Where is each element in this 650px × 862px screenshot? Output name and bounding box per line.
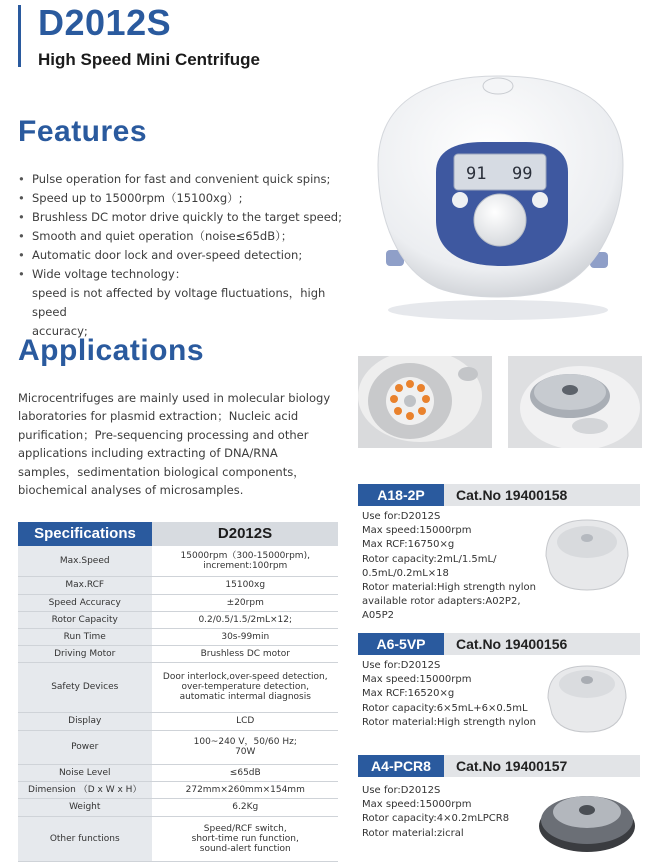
rotor-spec-line: available rotor adapters:A02P2, A05P2: [362, 596, 521, 622]
spec-value: [152, 662, 338, 712]
rotor-cat-number: Cat.No 19400156: [456, 636, 568, 652]
spec-label: Dimension （D x W x H）: [18, 781, 152, 798]
table-row: [18, 712, 338, 730]
applications-title: Applications: [18, 334, 205, 367]
table-header-row: [18, 522, 338, 546]
rotor-photo-metal: [508, 356, 642, 448]
rotor-spec-line: Max RCF:16520×g: [362, 688, 455, 700]
spec-header-model: D2012S: [152, 522, 338, 546]
spec-value-line: short-time run function,: [191, 833, 299, 844]
spec-value: 30s-99min: [152, 628, 338, 645]
lid-button: [483, 78, 513, 94]
table-row: [18, 764, 338, 781]
pulse-button[interactable]: [452, 192, 468, 208]
rotor-spec-line: 0.5mL/0.2mL×18: [362, 567, 449, 579]
rotor-spec-line: Rotor capacity:2mL/1.5mL/: [362, 553, 497, 565]
table-row: [18, 816, 338, 861]
shadow: [388, 300, 608, 320]
table-row: [18, 730, 338, 764]
spec-value-line: 15000rpm（300-15000rpm),: [180, 550, 310, 561]
rotor-description: [362, 659, 547, 730]
spec-value-line: sound-alert function: [199, 843, 291, 854]
rotor-description: [362, 510, 547, 624]
display-left-value: 91: [466, 164, 487, 184]
list-item: • Speed up to 15000rpm（15100xg）;: [18, 189, 348, 208]
table-row: [18, 576, 338, 594]
list-item: • Automatic door lock and over-speed detection;: [18, 246, 348, 265]
product-subtitle: High Speed Mini Centrifuge: [38, 50, 260, 69]
rotor-model-tag: A18-2P: [358, 484, 444, 506]
spec-value: [152, 730, 338, 764]
spec-value: [152, 816, 338, 861]
spec-label: Speed Accuracy: [18, 594, 152, 611]
rotor-spec-line: Max speed:15000rpm: [362, 799, 472, 811]
rotor-photo-metal-graphic: [508, 356, 642, 448]
table-row: [18, 645, 338, 662]
spec-value-line: 70W: [235, 747, 256, 757]
rotor-spec-line: Use for:D2012S: [362, 511, 441, 522]
spec-value: 15100xg: [152, 576, 338, 594]
spec-value: 6.2Kg: [152, 798, 338, 816]
table-row: [18, 628, 338, 645]
title-accent-bar: [18, 5, 21, 67]
rotor-spec-line: Rotor material:High strength nylon: [362, 716, 537, 728]
spec-label: Display: [18, 712, 152, 730]
list-item: • Brushless DC motor drive quickly to the target speed;: [18, 208, 348, 227]
list-item: • Smooth and quiet operation（noise≤65dB）；: [18, 227, 348, 246]
rotor-spec-line: Use for:D2012S: [362, 785, 441, 796]
display-right-value: 99: [512, 164, 533, 184]
spec-value-line: Door interlock,over-speed detection,: [162, 672, 328, 682]
spec-label: Safety Devices: [18, 662, 152, 712]
applications-text: Microcentrifuges are mainly used in molecular biology laboratories for plasmid extraction；Nucleic acid purification；Pre-sequencing processing and other applications including extracting of DNA/RNA samples，sedimentation biological components，biochemical analyses of microsamples.: [18, 391, 331, 498]
spec-label: Noise Level: [18, 764, 152, 781]
rotor-pcr8-image: [535, 782, 639, 856]
spec-label: Driving Motor: [18, 645, 152, 662]
spec-value: ±20rpm: [152, 594, 338, 611]
spec-value-line: 100~240 V，50/60 Hz;: [193, 737, 297, 747]
spec-value: 272mm×260mm×154mm: [152, 781, 338, 798]
table-row: [18, 594, 338, 611]
spec-value: ≤65dB: [152, 764, 338, 781]
spec-label: Power: [18, 730, 152, 764]
start-stop-button[interactable]: [532, 192, 548, 208]
rotor-photo-open: [358, 356, 492, 448]
table-row: [18, 611, 338, 628]
table-row: [18, 781, 338, 798]
rotor-model-tag: A6-5VP: [358, 633, 444, 655]
spec-value-line: increment:100rpm: [203, 560, 288, 571]
spec-value: 0.2/0.5/1.5/2mL×12;: [152, 611, 338, 628]
spec-value-line: automatic intermal diagnosis: [179, 692, 311, 702]
features-title: Features: [18, 115, 148, 148]
rotor-spec-line: Rotor material:zicral: [362, 827, 464, 839]
spec-label: Max.RCF: [18, 576, 152, 594]
rotor-a18-image: [538, 512, 636, 594]
table-row: [18, 662, 338, 712]
rotor-photo-open-graphic: [358, 356, 492, 448]
spec-value-line: over-temperature detection,: [181, 682, 310, 692]
spec-label: Run Time: [18, 628, 152, 645]
rotor-cat-number: Cat.No 19400158: [456, 487, 568, 503]
table-row: [18, 546, 338, 576]
list-item: • Pulse operation for fast and convenient quick spins;: [18, 170, 348, 189]
spec-label: Other functions: [18, 816, 152, 861]
features-list: [18, 170, 348, 341]
spec-value: LCD: [152, 712, 338, 730]
rotor-spec-line: Max RCF:16750×g: [362, 539, 455, 551]
rotor-description: [362, 784, 547, 841]
control-knob[interactable]: [474, 194, 526, 246]
table-row: [18, 798, 338, 816]
rotor-model-tag: A4-PCR8: [358, 755, 444, 777]
rotor-spec-line: Use for:D2012S: [362, 660, 441, 671]
rotor-card-header: [358, 484, 640, 506]
spec-label: Max.Speed: [18, 546, 152, 576]
spec-value: Brushless DC motor: [152, 645, 338, 662]
rotor-spec-line: Rotor capacity:4×0.2mLPCR8: [362, 813, 510, 825]
rotor-spec-line: Rotor capacity:6×5mL+6×0.5mL: [362, 702, 528, 714]
centrifuge-product-image: [358, 70, 638, 330]
spec-label: Weight: [18, 798, 152, 816]
specifications-table: [18, 522, 338, 862]
model-title: D2012S: [38, 2, 172, 43]
rotor-spec-line: Max speed:15000rpm: [362, 525, 472, 537]
spec-value: [152, 546, 338, 576]
spec-value-line: Speed/RCF switch,: [203, 823, 287, 834]
rotor-a6-image: [538, 658, 636, 738]
rotor-card-header: [358, 633, 640, 655]
spec-label: Rotor Capacity: [18, 611, 152, 628]
rotor-cat-number: Cat.No 19400157: [456, 758, 568, 774]
rotor-spec-line: Max speed:15000rpm: [362, 674, 472, 686]
rotor-spec-line: Rotor material:High strength nylon: [362, 582, 537, 594]
list-item: • Wide voltage technology：: [18, 265, 348, 284]
list-item-continuation: accuracy;: [32, 324, 88, 338]
list-item-continuation: speed is not affected by voltage fluctuations，high speed: [32, 286, 326, 319]
rotor-card-header: [358, 755, 640, 777]
spec-header-label: Specifications: [18, 522, 152, 546]
